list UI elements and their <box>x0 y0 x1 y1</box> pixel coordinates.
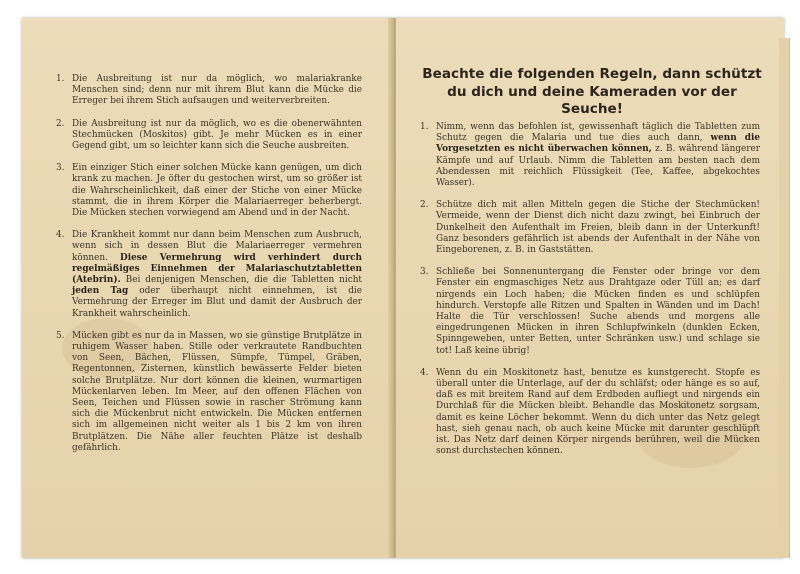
list-item <box>420 122 760 189</box>
list-item <box>56 74 362 108</box>
bold-text: wenn die Vorgesetzten es nicht überwachen können, <box>436 133 760 155</box>
booklet <box>22 18 784 558</box>
list-item <box>56 331 362 454</box>
text-segment: z. B. während längerer Kämpfe und auf Urlaub. Nimm die Tabletten am besten nach dem Abendessen mit reichlich Flüssigkeit (Tee, Kaffee, abgekochtes Wasser). <box>436 144 760 189</box>
text-segment: Wenn du ein Moskitonetz hast, benutze es kunstgerecht. Stopfe es überall unter die Unterlage, auf der du schläfst; oder hänge es so auf, daß es mit breitem Rand auf dem Erdboden aufliegt und nirgends ein Durchlaß für die Mücken bleibt. Behandle das Moskitonetz sorgsam, damit es keine Löcher bekommt. Wenn du dich unter das Netz gelegt hast, sieh genau nach, ob auch keine Mücke mit darunter geschlüpft ist. Das Netz darf deinen Körper nirgends berühren, weil die Mücken sonst durchstechen können. <box>436 367 760 457</box>
item-number: 2. <box>56 118 65 129</box>
item-number: 3. <box>420 267 429 278</box>
item-text <box>436 368 760 458</box>
text-segment: Die Ausbreitung ist nur da möglich, wo malariakranke Menschen sind; denn nur mit ihrem Blut kann die Mücke die Erreger bei ihrem Stich aufsaugen und weiterverbreiten. <box>72 74 362 107</box>
text-segment: Nimm, wenn das befohlen ist, gewissenhaft täglich die Tabletten zum Schutz gegen die Malaria und tue dies auch dann, <box>436 122 760 144</box>
left-page <box>22 18 392 558</box>
item-number: 5. <box>56 330 65 341</box>
item-text <box>72 119 362 153</box>
left-column <box>56 74 362 465</box>
item-number: 1. <box>420 122 429 132</box>
item-text <box>72 163 362 219</box>
text-segment: Ein einziger Stich einer solchen Mücke kann genügen, um dich krank zu machen. Je öfter du gestochen wirst, um so größer ist die Wahrscheinlichkeit, daß einer der Stiche von einer Mücke stammt, die in ihrem Körper die Malariaerreger beherbergt. Die Mücken stechen vorwiegend am Abend und in der Nacht. <box>72 163 362 219</box>
item-text <box>72 230 362 320</box>
bold-text: jeden Tag <box>72 286 129 297</box>
item-text <box>72 74 362 108</box>
text-segment: oder überhaupt nicht einnehmen, ist die Vermehrung der Erreger im Blut und damit der Ausbruch der Krankheit wahrscheinlich. <box>72 286 363 319</box>
list-item <box>56 230 362 320</box>
text-segment: Die Krankheit kommt nur dann beim Menschen zum Ausbruch, wenn sich in dessen Blut die Malariaerreger vermehren können. <box>72 230 362 263</box>
page-title: Beachte die folgenden Regeln, dann schützt du dich und deine Kameraden vor der Seuche! <box>422 66 762 117</box>
item-number: 4. <box>56 230 65 241</box>
text-segment: Schütze dich mit allen Mitteln gegen die Stiche der Stechmücken! Vermeide, wenn der Dienst dich nicht dazu zwingt, bei Einbruch der Dunkelheit den Aufenthalt im Freien, bleib dann in der Unterkunft! Ganz besonders gefährlich ist abends der Aufenthalt in der Nähe von Eingeborenen, z. B. in Gaststätten. <box>436 200 760 256</box>
text-segment: Die Ausbreitung ist nur da möglich, wo es die obenerwähnten Stechmücken (Moskitos) gibt. Je mehr Mücken es in einer Gegend gibt, um so leichter kann sich die Seuche ausbreiten. <box>72 118 362 152</box>
list-item <box>420 200 760 256</box>
item-number: 2. <box>420 200 429 211</box>
item-text <box>436 200 760 256</box>
list-item <box>420 267 760 357</box>
torn-edge <box>779 38 790 558</box>
list-item <box>420 368 760 458</box>
list-item <box>56 163 362 219</box>
item-number: 3. <box>56 163 65 174</box>
item-number: 1. <box>56 74 65 84</box>
text-segment: Bei denjenigen Menschen, die die Tabletten nicht <box>120 275 362 286</box>
bold-text: Diese Vermehrung wird verhindert durch regelmäßiges Einnehmen der Malariaschutztabletten (Atebrin). <box>72 252 362 286</box>
item-text <box>436 267 760 357</box>
text-segment: Schließe bei Sonnenuntergang die Fenster oder bringe vor dem Fenster ein engmaschiges Netz aus Drahtgaze oder Tüll an; es darf nirgends ein Loch haben; die Mücken finden es und schlüpfen hindurch. Verstopfe alle Ritzen und Spalten in Wänden und im Dach! Halte die Tür verschlossen! Suche abends und morgens alle eingedrungenen Mücken in ihren Schlupfwinkeln (dunklen Ecken, Spinngeweben, unter Betten, unter Schränken usw.) und schlage sie tot! Laß keine übrig! <box>436 267 760 356</box>
text-segment: Mücken gibt es nur da in Massen, wo sie günstige Brutplätze in ruhigem Wasser haben. Stille oder verkrautete Randbuchten von Seen, Bächen, Flüssen, Sümpfe, Tümpel, Gräben, Regentonnen, Zisternen, künstlich bewässerte Felder bieten solche Brutplätze. Nur dort können die kleinen, wurmartigen Mückenlarven leben. Im Meer, auf den offenen Flächen von Seen, Teichen und Flüssen sowie in rascher Strömung kann sich die Mückenbrut nicht entwickeln. Die Mücken entfernen sich im allgemeinen nicht weiter als 1 bis 2 km von ihren Brutplätzen. Die Nähe aller feuchten Plätze ist deshalb gefährlich. <box>72 330 362 453</box>
right-column <box>420 122 760 468</box>
item-text <box>72 331 362 454</box>
right-page <box>396 18 784 558</box>
item-text <box>436 122 760 189</box>
item-number: 4. <box>420 367 429 378</box>
list-item <box>56 119 362 153</box>
